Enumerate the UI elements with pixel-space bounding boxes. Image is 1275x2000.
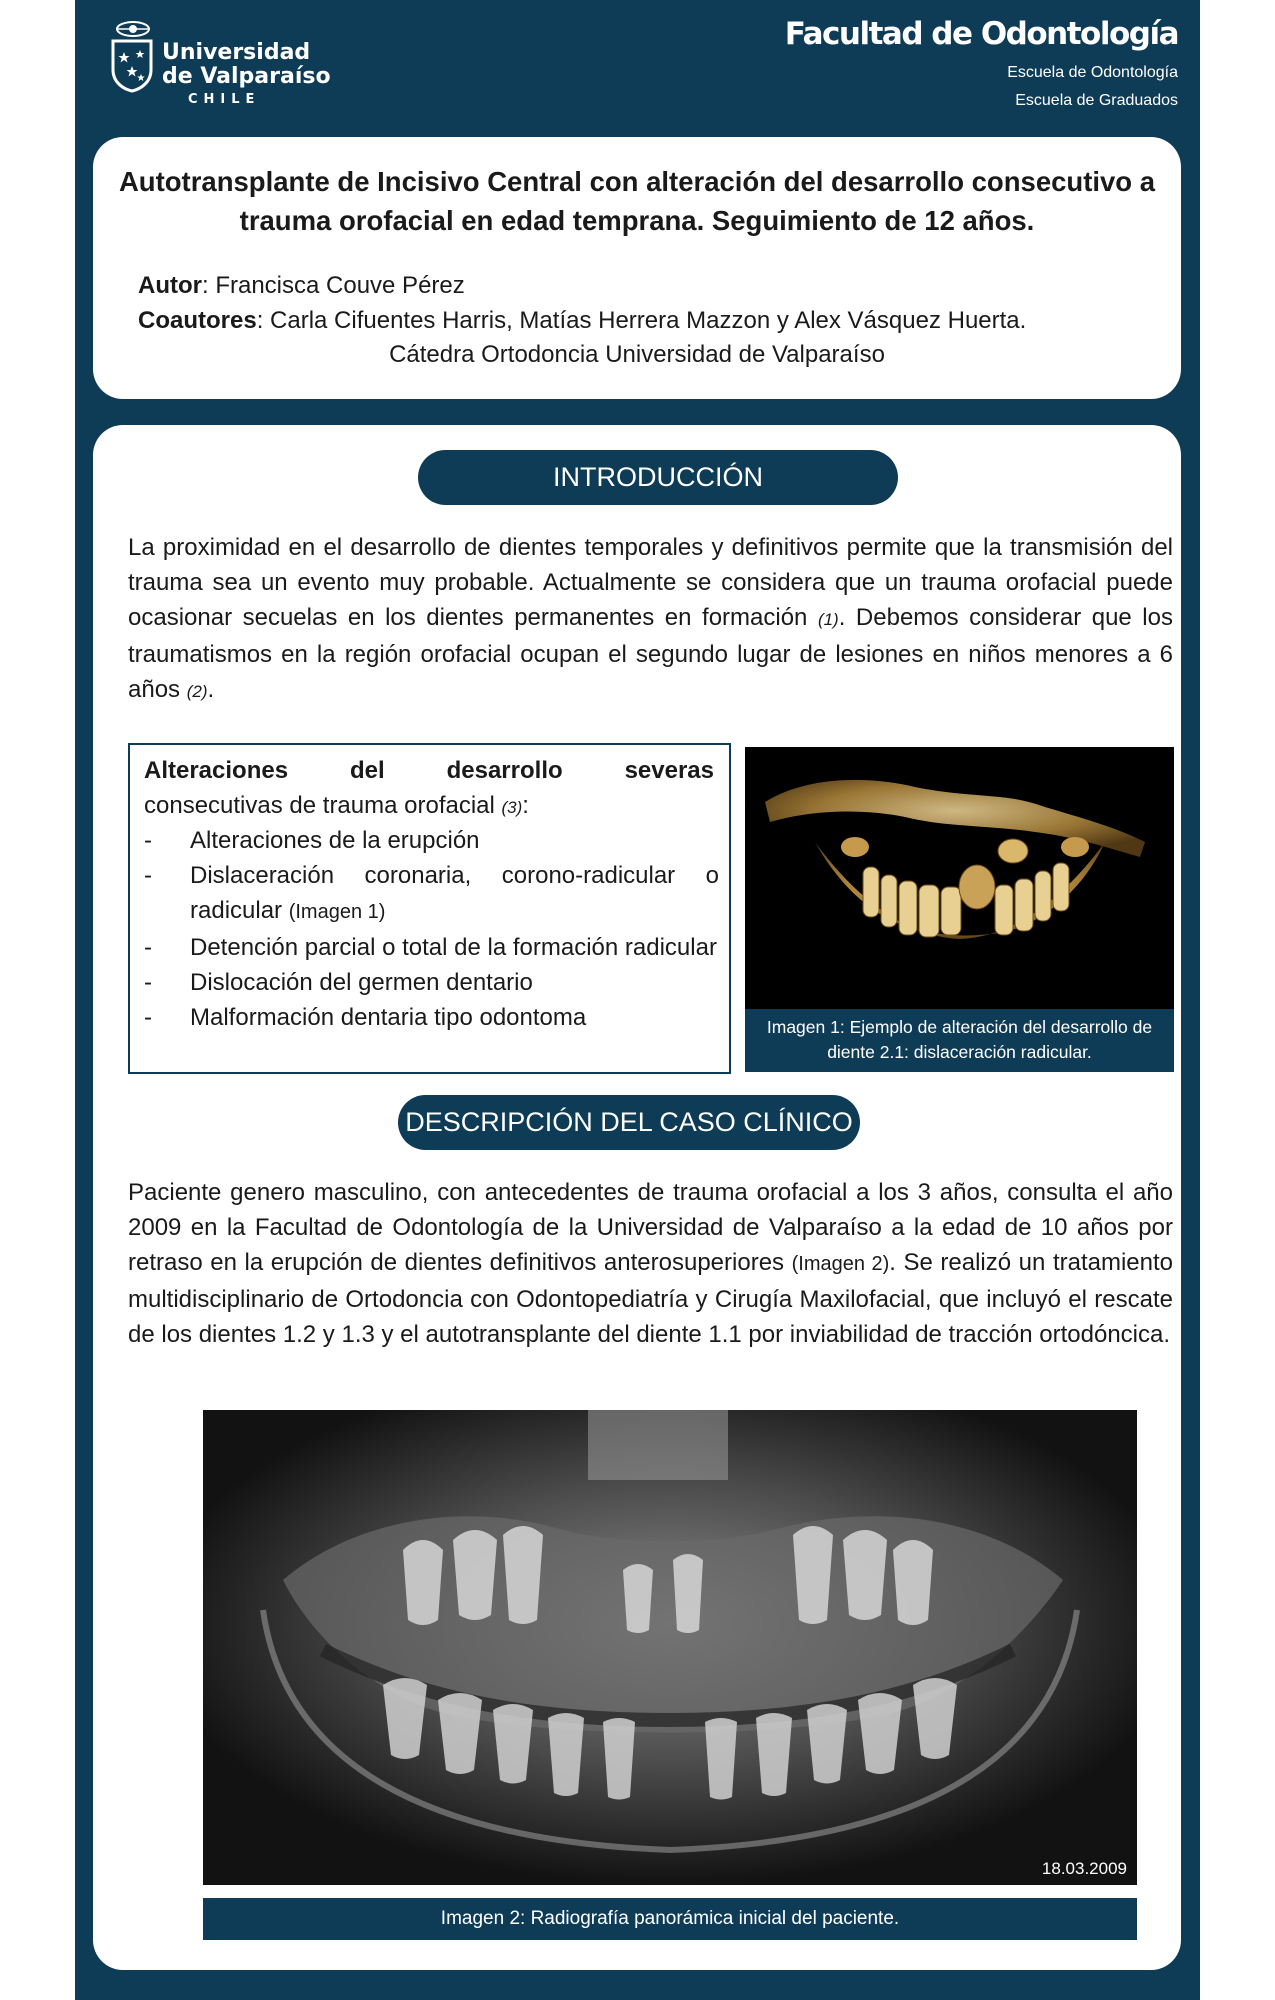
alterations-ref: (3) [501, 798, 523, 817]
coauthors-line [138, 307, 1026, 335]
list-dash: - [144, 969, 152, 996]
title-panel [93, 137, 1181, 399]
faculty-title: Facultad de Odontología [784, 16, 1178, 52]
list-item [144, 965, 719, 1000]
list-item [144, 930, 719, 965]
faculty-school-2: Escuela de Graduados [1015, 92, 1178, 109]
case-text-b: . Se realizó un tratamiento multidisciplinario de Ortodoncia con Odontopediatría y Cirugía Maxilofacial, que incluyó el rescate de los dientes 1.2 y 1.3 y el autotransplante del diente 1.1 por inviabilidad de tracción ortodóncica. [128, 1249, 1174, 1348]
case-ref: (Imagen 2) [791, 1253, 890, 1275]
list-item [144, 858, 719, 930]
list-dash: - [144, 1004, 152, 1031]
intro-text-b: . Debemos considerar que los traumatismos en la región orofacial ocupan el segundo lugar de lesiones en niños menores a 6 años [128, 604, 1173, 703]
faculty-school-1: Escuela de Odontología [1007, 64, 1178, 81]
alterations-heading-bold: Alteraciones del desarrollo severas [144, 757, 714, 784]
coauthors-names: : Carla Cifuentes Harris, Matías Herrera Mazzon y Alex Vásquez Huerta. [256, 307, 1027, 334]
affiliation: Cátedra Ortodoncia Universidad de Valparaíso [389, 341, 885, 368]
list-dash: - [144, 827, 152, 854]
poster [75, 0, 1200, 2000]
case-text-a: Paciente genero masculino, con antecedentes de trauma orofacial a los 3 años, consulta el año 2009 en la Facultad de Odontología de la Universidad de Valparaíso a la edad de 10 años por retraso en la erupción de dientes definitivos anterosuperiores [128, 1179, 1173, 1276]
main-panel [93, 425, 1181, 1970]
list-dash: - [144, 862, 152, 889]
shield-icon [110, 38, 154, 93]
case-description-text [128, 1175, 1173, 1352]
alterations-colon: : [522, 792, 529, 819]
university-name-line2: de Valparaíso [162, 64, 331, 89]
university-logo [110, 20, 331, 115]
list-item [144, 1000, 719, 1035]
figure-2-caption: Imagen 2: Radiografía panorámica inicial del paciente. [203, 1898, 1137, 1940]
list-item-text: Malformación dentaria tipo odontoma [190, 1004, 587, 1031]
author-name: : Francisca Couve Pérez [201, 272, 465, 299]
list-item-text: Alteraciones de la erupción [190, 827, 480, 854]
list-dash: - [144, 934, 152, 961]
coauthors-label: Coautores [138, 307, 257, 334]
case-description-heading: DESCRIPCIÓN DEL CASO CLÍNICO [398, 1095, 860, 1150]
list-item-text: Dislocación del germen dentario [190, 969, 533, 996]
introduction-heading: INTRODUCCIÓN [418, 450, 898, 505]
poster-title: Autotransplante de Incisivo Central con alteración del desarrollo consecutivo a trauma orofacial en edad temprana. Seguimiento de 12 años. [118, 166, 1156, 236]
intro-ref-2: (2) [186, 682, 208, 701]
university-country: CHILE [188, 92, 261, 107]
intro-text-a: La proximidad en el desarrollo de dientes temporales y definitivos permite que la transmisión del trauma sea un evento muy probable. Actualmente se considera que un trauma orofacial puede ocasionar secuelas en los dientes permanentes en formación [128, 534, 1173, 631]
university-name-line1: Universidad [162, 40, 311, 65]
list-item-text: Dislaceración coronaria, corono-radicular o radicular [190, 862, 719, 924]
emblem-icon [116, 20, 150, 38]
cbct-3d-render-image [745, 747, 1174, 1009]
introduction-text [128, 530, 1173, 709]
panoramic-xray-image [203, 1410, 1137, 1885]
alterations-subheading-text: consecutivas de trauma orofacial [144, 792, 502, 819]
intro-text-c: . [207, 676, 215, 703]
list-item-text: Detención parcial o total de la formación radicular [190, 934, 717, 961]
xray-date: 18.03.2009 [1041, 1859, 1127, 1878]
figure-1 [745, 747, 1174, 1072]
figure-1-caption: Imagen 1: Ejemplo de alteración del desarrollo de diente 2.1: dislaceración radicular. [766, 1017, 1153, 1062]
author-label: Autor [138, 272, 202, 299]
alterations-heading [144, 753, 714, 788]
author-line [138, 272, 465, 300]
list-item-note: (Imagen 1) [288, 901, 386, 923]
intro-ref-1: (1) [817, 610, 839, 629]
alterations-box [128, 743, 731, 1074]
list-item [144, 823, 719, 858]
alterations-list [144, 823, 719, 1035]
alterations-subheading [144, 788, 529, 825]
